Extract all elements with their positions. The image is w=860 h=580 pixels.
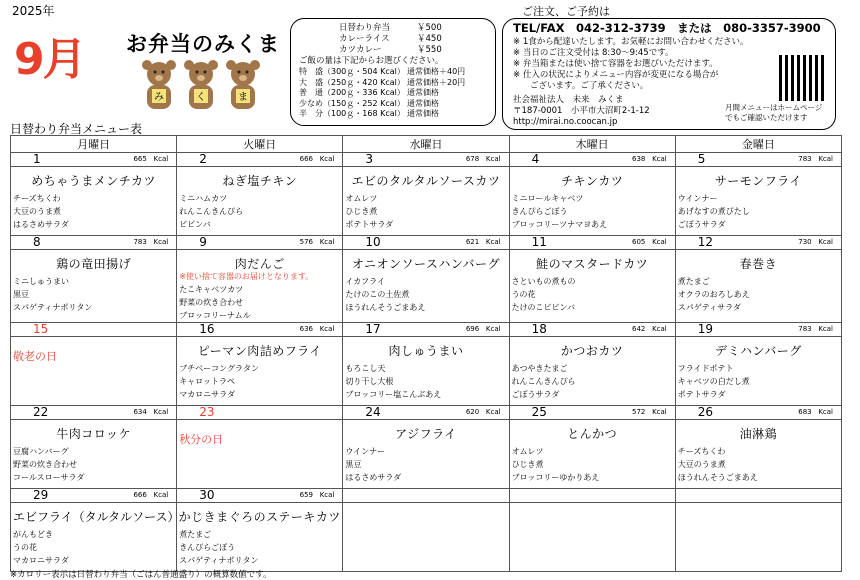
side-dish: ブロッコリー塩こんぶあえ — [345, 390, 442, 399]
menu-cell — [177, 250, 343, 323]
main-dish: チキンカツ — [560, 174, 624, 188]
weekday-header: 水曜日 — [343, 136, 509, 153]
side-dish: あつやきたまご — [511, 364, 568, 373]
day-number: 8 — [33, 235, 41, 249]
day-number: 29 — [33, 488, 49, 502]
menu-cell — [11, 420, 177, 489]
main-dish: 鶏の竜田揚げ — [56, 257, 132, 271]
main-dish: 春巻き — [739, 257, 778, 271]
main-dish: ピーマン肉詰めフライ — [197, 344, 322, 358]
side-dishes — [177, 362, 342, 401]
rice-size-price: 通常価格 — [407, 98, 439, 108]
day-number: 19 — [697, 322, 714, 336]
side-dish: ポテトサラダ — [345, 220, 394, 229]
side-dish: オクラのおろしあえ — [677, 290, 750, 299]
side-dish: チーズちくわ — [13, 194, 61, 203]
price-item-name: カレーライス — [339, 34, 390, 44]
main-dish: かじきまぐろのステーキカツ — [178, 510, 341, 524]
day-number: 25 — [531, 405, 547, 419]
side-dish: ごぼうサラダ — [511, 390, 560, 399]
menu-cell — [675, 167, 841, 236]
date-cell — [11, 323, 177, 337]
side-dish: 野菜の炊き合わせ — [179, 298, 244, 307]
side-dish: 煮たまご — [179, 530, 212, 539]
side-dish: コールスローサラダ — [13, 473, 85, 482]
bear-letter: み — [154, 92, 164, 103]
side-dish: ひじき煮 — [511, 460, 544, 469]
side-dishes — [676, 275, 841, 314]
kcal-value: 678 Kcal — [465, 155, 501, 163]
year-label: 2025年 — [12, 4, 55, 18]
kcal-value: 666 Kcal — [299, 155, 335, 163]
kcal-value: 666 Kcal — [133, 491, 169, 499]
day-number: 3 — [365, 152, 374, 166]
day-number: 22 — [33, 405, 49, 419]
day-number: 10 — [365, 235, 381, 249]
side-dish: ブチベーコングラタン — [179, 364, 259, 373]
kcal-value: 783 Kcal — [133, 238, 169, 246]
contact-note: ございます。ご了承ください。 — [513, 81, 649, 91]
side-dish: ビビンバ — [179, 220, 211, 229]
bear-icon — [182, 58, 220, 114]
side-dish: 大豆のうま煮 — [677, 460, 726, 469]
menu-cell — [177, 420, 343, 489]
side-dish: ほうれんそうごまあえ — [345, 303, 426, 312]
menu-cell — [509, 337, 675, 406]
date-cell — [509, 153, 675, 167]
side-dish: 煮たまご — [677, 277, 710, 286]
main-dish: 肉しゅうまい — [388, 344, 464, 358]
kcal-value: 783 Kcal — [798, 155, 833, 163]
date-cell — [177, 489, 343, 503]
date-cell — [11, 406, 177, 420]
kcal-value: 642 Kcal — [632, 325, 667, 333]
holiday-label: 敬老の日 — [13, 350, 57, 363]
kcal-value: 638 Kcal — [632, 155, 667, 163]
side-dish: フライドポテト — [677, 364, 734, 373]
day-number: 26 — [697, 405, 714, 419]
main-dish: ねぎ塩チキン — [222, 174, 298, 188]
side-dish: スパゲティサラダ — [677, 303, 742, 312]
day-number: 15 — [33, 322, 49, 336]
main-dish: 牛肉コロッケ — [56, 427, 131, 441]
price-item-price: ￥500 — [417, 23, 442, 33]
date-cell — [509, 406, 675, 420]
rice-size-label: 大 盛（250ｇ・420 Kcal） — [299, 77, 405, 87]
price-item-name: 日替わり弁当 — [339, 23, 391, 33]
side-dish: たけのこの土佐煮 — [345, 290, 410, 299]
day-number: 2 — [199, 152, 207, 166]
day-number: 16 — [199, 322, 215, 336]
side-dish: あげなすの煮びたし — [677, 207, 750, 216]
rice-size-row — [299, 109, 487, 120]
side-dish: ミニロールキャベツ — [511, 194, 584, 203]
menu-cell — [11, 167, 177, 236]
main-dish: 油淋鶏 — [739, 427, 778, 441]
day-number: 11 — [531, 235, 547, 249]
price-item-price: ￥550 — [417, 45, 442, 55]
date-cell — [675, 489, 841, 503]
kcal-value: 783 Kcal — [798, 325, 833, 333]
side-dish: れんこんきんぴら — [511, 377, 576, 386]
side-dish: ポテトサラダ — [677, 390, 726, 399]
date-cell — [509, 323, 675, 337]
side-dishes — [343, 445, 508, 484]
rice-note: ご飯の量は下記からお選びください。 — [299, 56, 444, 66]
side-dish: うの花 — [511, 290, 536, 299]
main-dish: エビのタルタルソースカツ — [351, 174, 501, 188]
menu-cell — [675, 337, 841, 406]
side-dish: 黒豆 — [13, 290, 29, 299]
kcal-value: 572 Kcal — [632, 408, 667, 416]
menu-cell — [177, 167, 343, 236]
kcal-value: 683 Kcal — [798, 408, 833, 416]
main-dish: アジフライ — [395, 427, 457, 441]
main-dish: オニオンソースハンバーグ — [351, 257, 501, 271]
weekday-header: 火曜日 — [177, 136, 343, 153]
side-dishes — [510, 275, 675, 314]
date-cell — [675, 406, 841, 420]
holiday-label: 秋分の日 — [179, 433, 224, 446]
date-cell — [675, 153, 841, 167]
rice-size-label: 特 盛（300ｇ・504 Kcal） — [299, 67, 405, 76]
menu-cell — [675, 250, 841, 323]
menu-cell — [343, 250, 509, 323]
day-number: 24 — [365, 405, 381, 419]
tel-fax: TEL/FAX 042-312-3739 または 080-3357-3900 — [513, 21, 821, 35]
shop-name: お弁当のみくま — [126, 32, 280, 56]
price-row — [299, 34, 487, 45]
bear-letter: ま — [238, 92, 248, 103]
container-notice: ※使い捨て容器のお届けとなります。 — [179, 272, 314, 281]
main-dish: 肉だんご — [234, 257, 285, 271]
kcal-value: 621 Kcal — [465, 238, 501, 246]
side-dish: ウインナー — [345, 447, 386, 456]
side-dish: ほうれんそうごまあえ — [677, 473, 758, 482]
side-dish: マカロニサラダ — [179, 390, 236, 399]
kcal-value: 576 Kcal — [299, 238, 335, 246]
side-dish: きんぴらごぼう — [511, 207, 568, 216]
menu-cell — [343, 503, 509, 572]
date-cell — [11, 489, 177, 503]
side-dish: たこキャベツカツ — [179, 285, 244, 294]
side-dish: オムレツ — [345, 194, 378, 203]
side-dishes — [343, 362, 508, 401]
date-cell — [177, 323, 343, 337]
side-dish: イカフライ — [345, 277, 385, 286]
date-cell — [11, 236, 177, 250]
qr-code-icon — [779, 55, 825, 101]
menu-cell — [11, 250, 177, 323]
kcal-value: 730 Kcal — [798, 238, 833, 246]
rice-size-row — [299, 78, 487, 89]
price-item-name: カツカレー — [339, 45, 382, 55]
side-dish: ミニハムカツ — [179, 194, 228, 203]
side-dishes — [177, 283, 342, 322]
day-number: 30 — [199, 488, 215, 502]
side-dish: オムレツ — [511, 447, 544, 456]
side-dishes — [11, 445, 176, 484]
date-cell — [343, 323, 509, 337]
side-dish: うの花 — [13, 543, 37, 552]
side-dish: スパゲティナポリタン — [13, 303, 93, 312]
day-number: 18 — [531, 322, 547, 336]
main-dish: とんかつ — [567, 427, 618, 441]
day-number: 12 — [697, 235, 714, 249]
website-link[interactable]: http://mirai.no.coocan.jp — [513, 117, 618, 127]
price-row — [299, 45, 487, 56]
menu-cell — [343, 167, 509, 236]
menu-cell — [509, 503, 675, 572]
price-box — [290, 18, 496, 126]
footnote: ※カロリー表示は日替わり弁当（ごはん普通盛り）の概算数値です。 — [10, 570, 272, 580]
contact-box — [502, 18, 836, 130]
weekday-header: 木曜日 — [509, 136, 675, 153]
kcal-value: 605 Kcal — [632, 238, 667, 246]
side-dishes — [343, 192, 508, 231]
kcal-value: 659 Kcal — [299, 491, 335, 499]
menu-cell — [177, 503, 343, 572]
day-number: 23 — [199, 405, 215, 419]
menu-cell — [675, 420, 841, 489]
side-dish: はるさめサラダ — [345, 473, 402, 482]
date-cell — [343, 406, 509, 420]
day-number: 9 — [199, 235, 207, 249]
side-dish: きんぴらごぼう — [179, 543, 236, 552]
main-dish: めちゃうまメンチカツ — [31, 174, 156, 188]
side-dish: ごぼうサラダ — [677, 220, 726, 229]
bear-icon — [140, 58, 178, 114]
side-dishes — [11, 528, 176, 567]
side-dishes — [11, 192, 176, 231]
monthly-note: 月間メニューはホームページでもご確認いただけます — [725, 103, 823, 122]
date-cell — [509, 236, 675, 250]
contact-note: ※ 1食から配達いたします。お気軽にお問い合わせください。 — [513, 37, 749, 47]
rice-size-row — [299, 99, 487, 110]
side-dishes — [11, 275, 176, 314]
side-dishes — [177, 192, 342, 231]
menu-cell — [509, 250, 675, 323]
bear-letter: く — [196, 92, 206, 103]
rice-size-label: 半 分（100ｇ・168 Kcal） — [299, 109, 405, 118]
menu-table — [10, 135, 842, 572]
rice-size-price: 通常価格 — [407, 109, 439, 118]
side-dish: もろこし天 — [345, 364, 386, 373]
weekday-header: 金曜日 — [675, 136, 841, 153]
main-dish: エビフライ（タルタルソース） — [13, 510, 180, 524]
bear-icon — [224, 58, 262, 114]
side-dishes — [676, 445, 841, 484]
contact-note: ※ 仕入の状況によりメニュー内容が変更になる場合が — [513, 70, 719, 80]
side-dish: ブロッコリーナムル — [179, 311, 251, 320]
menu-cell — [343, 337, 509, 406]
price-item-price: ￥450 — [417, 34, 442, 44]
rice-size-price: 通常価格＋20円 — [407, 77, 466, 87]
side-dishes — [676, 192, 841, 231]
side-dish: はるさめサラダ — [13, 220, 69, 229]
main-dish: サーモンフライ — [714, 174, 802, 188]
price-row — [299, 23, 487, 34]
kcal-value: 636 Kcal — [299, 325, 335, 333]
side-dish: ブロッコリーゆかりあえ — [511, 473, 600, 482]
date-cell — [177, 153, 343, 167]
kcal-value: 620 Kcal — [465, 408, 501, 416]
main-dish: かつおカツ — [560, 344, 624, 358]
day-number: 4 — [531, 152, 540, 166]
date-cell — [343, 236, 509, 250]
kcal-value: 665 Kcal — [133, 155, 169, 163]
day-number: 5 — [697, 152, 706, 166]
side-dish: キャベツの白だし煮 — [677, 377, 750, 386]
contact-note: ※ 当日のご注文受付は 8:30～9:45です。 — [513, 48, 674, 58]
side-dishes — [510, 192, 675, 231]
menu-title: 日替わり弁当メニュー表 — [10, 122, 143, 136]
contact-note: ※ 弁当箱または使い捨て容器をお選びいただけます。 — [513, 59, 718, 69]
side-dish: キャロットラペ — [179, 377, 236, 386]
side-dish: 切り干し大根 — [345, 377, 394, 386]
side-dish: ウインナー — [677, 194, 718, 203]
rice-size-row — [299, 67, 487, 78]
side-dish: ひじき煮 — [345, 207, 378, 216]
menu-cell — [11, 503, 180, 572]
side-dish: 野菜の炊き合わせ — [13, 460, 77, 469]
main-dish: 鮭のマスタードカツ — [536, 257, 649, 271]
address: 〒187-0001 小平市大沼町2-1-12 — [513, 106, 650, 116]
rice-size-label: 普 通（200ｇ・336 Kcal） — [299, 88, 405, 97]
rice-size-row — [299, 88, 487, 99]
side-dish: 黒豆 — [345, 460, 362, 469]
order-title: ご注文、ご予約は — [522, 5, 610, 18]
side-dish: たけのこビビンバ — [511, 303, 576, 312]
side-dish: スパゲティナポリタン — [179, 556, 259, 565]
menu-cell — [675, 503, 841, 572]
side-dishes — [343, 275, 508, 314]
side-dishes — [177, 528, 342, 567]
rice-size-price: 通常価格＋40円 — [407, 67, 466, 76]
date-cell — [343, 153, 509, 167]
menu-cell — [509, 167, 675, 236]
org-name: 社会福祉法人 未来 みくま — [513, 95, 624, 105]
side-dish: ミニしゅうまい — [13, 277, 69, 286]
kcal-value: 696 Kcal — [465, 325, 501, 333]
month-title: 9月 — [14, 34, 85, 85]
menu-cell — [343, 420, 509, 489]
side-dish: さといもの煮もの — [511, 277, 576, 286]
kcal-value: 634 Kcal — [133, 408, 169, 416]
date-cell — [675, 236, 841, 250]
side-dish: れんこんきんぴら — [179, 207, 244, 216]
side-dish: 豆腐ハンバーグ — [13, 447, 69, 456]
side-dish: マカロニサラダ — [13, 556, 69, 565]
side-dishes — [510, 445, 675, 484]
side-dishes — [676, 362, 841, 401]
date-cell — [11, 153, 177, 167]
menu-cell — [177, 337, 343, 406]
weekday-header: 月曜日 — [11, 136, 177, 153]
menu-cell — [509, 420, 675, 489]
date-cell — [177, 236, 343, 250]
date-cell — [509, 489, 675, 503]
side-dish: チーズちくわ — [677, 447, 726, 456]
side-dish: 大豆のうま煮 — [13, 207, 61, 216]
main-dish: デミハンバーグ — [715, 344, 802, 358]
rice-size-price: 通常価格 — [407, 88, 439, 97]
day-number: 1 — [33, 152, 41, 166]
date-cell — [177, 406, 343, 420]
side-dish: ブロッコリーツナマヨあえ — [511, 220, 608, 229]
side-dishes — [510, 362, 675, 401]
date-cell — [675, 323, 841, 337]
rice-size-label: 少なめ（150ｇ・252 Kcal） — [299, 98, 405, 108]
menu-cell — [11, 337, 177, 406]
day-number: 17 — [365, 322, 381, 336]
side-dish: がんもどき — [13, 530, 53, 539]
date-cell — [343, 489, 509, 503]
